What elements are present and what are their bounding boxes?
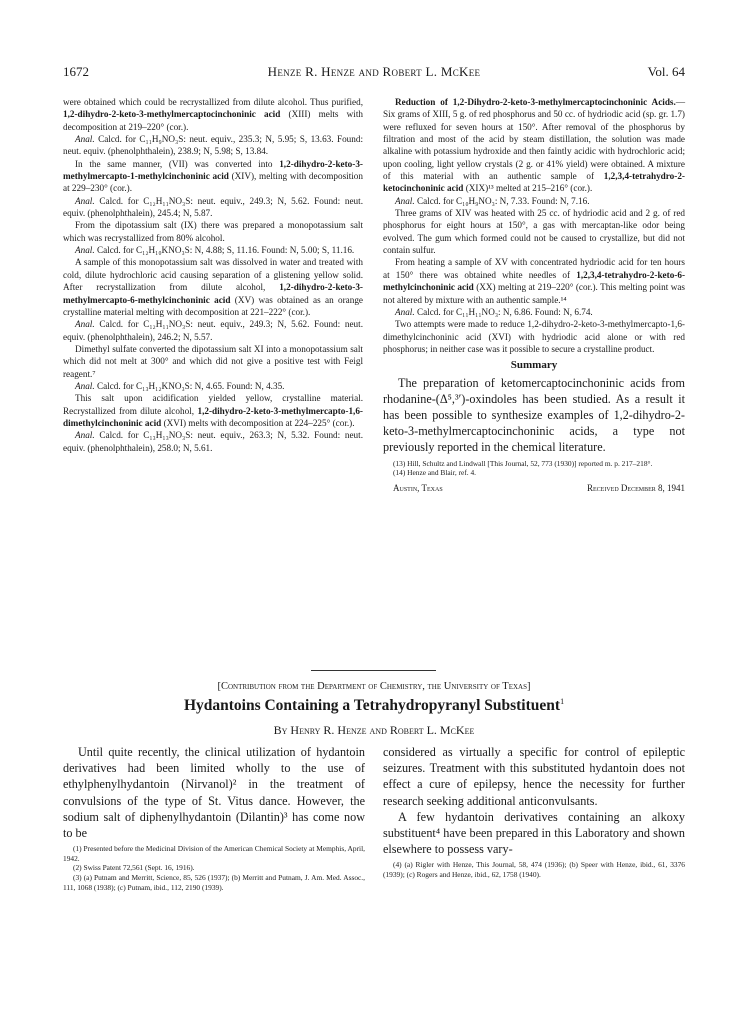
article-authors: By Henry R. Henze and Robert L. McKee — [273, 723, 475, 737]
contribution-line: [Contribution from the Department of Chemistry, the University of Texas] — [217, 681, 531, 692]
analysis-line: Anal. Calcd. for C₁₂H₁₁NO₃S: neut. equiv., 249.3; N, 5.62. Found: neut. equiv. (phenolphthalein), 246.2; N, 5.57. — [63, 319, 364, 342]
footnote: (2) Swiss Patent 72,561 (Sept. 16, 1916). — [73, 863, 195, 873]
title-footnote-mark: 1 — [560, 696, 565, 706]
footnotes — [383, 860, 685, 879]
paragraph: Dimethyl sulfate converted the dipotassium salt XI into a monopotassium salt which did not melt at 300° and which did not give a positive test with Feigl reagent.⁷ — [63, 343, 363, 379]
left-column — [63, 96, 363, 454]
paragraph: were obtained which could be recrystallized from dilute alcohol. Thus purified, 1,2-dihydro-2-keto-3-methylmercaptocinchoninic acid (XIII) melts with decomposition at 219–220° (cor.). — [63, 97, 363, 132]
footnote: (1) Presented before the Medicinal Division of the American Chemical Society at Memphis, April, 1942. — [63, 844, 365, 863]
analysis-line: Anal. Calcd. for C₁₀H₉NO₃: N, 7.33. Found: N, 7.16. — [395, 195, 590, 206]
paragraph: Until quite recently, the clinical utilization of hydantoin derivatives had been limited wholly to the use of ethylphenylhydantoin (Nirvanol)² in the treatment of convulsions of the type of St. Vitus dance. However, the sodium salt of diphenylhydantoin (Dilantin)³ has come now to be — [63, 745, 365, 841]
analysis-line: Anal. Calcd. for C₁₃H₁₃NO₃S: neut. equiv., 263.3; N, 5.32. Found: neut. equiv. (phenolphthalein), 258.0; N, 5.61. — [63, 430, 364, 453]
analysis-line: Anal. Calcd. for C₁₃H₁₂KNO₃S: N, 4.65. Found: N, 4.35. — [75, 380, 285, 391]
signoff — [383, 482, 685, 494]
paragraph: This salt upon acidification yielded yellow, crystalline material. Recrystallized from dilute alcohol, 1,2-dihydro-2-keto-3-methylmercapto-1,6-dimethylcinchoninic acid (XVI) melts with decomposition at 224–225° (cor.). — [63, 393, 363, 428]
right-column — [383, 96, 685, 494]
running-head — [63, 63, 685, 81]
article-title: Hydantoins Containing a Tetrahydropyranyl Substituent$^1$ — [183, 696, 565, 714]
paragraph: In the same manner, (VII) was converted into 1,2-dihydro-2-keto-3-methylmercapto-1-methylcinchoninic acid (XIV), melting with decomposition at 229–230° (cor.). — [63, 158, 363, 194]
footnote: (13) Hill, Schultz and Lindwall [This Journal, 52, 773 (1930)] reported m. p. 217–218°. — [393, 458, 653, 468]
analysis-line: Anal. Calcd. for C₁₂H₁₀KNO₃S: N, 4.88; S, 11.16. Found: N, 5.00; S, 11.16. — [75, 245, 355, 256]
paragraph: Two attempts were made to reduce 1,2-dihydro-2-keto-3-methylmercapto-1,6-dimethylcinchoninic acid (XVI) with hydriodic acid alone or with red phosphorus; in neither case was it possible to secure a crystalline product. — [383, 319, 685, 354]
signoff-city: Austin, Texas — [393, 482, 443, 493]
footnote: (4) (a) Rigler with Henze, This Journal, 58, 474 (1936); (b) Speer with Henze, ibid., 61, 3376 (1939); (c) Rogers and Henze, ibid., 62, 1758 (1940). — [383, 860, 685, 880]
footnote: (14) Henze and Blair, ref. 4. — [393, 468, 477, 478]
running-title: Henze R. Henze and Robert L. McKee — [267, 64, 481, 79]
paragraph: A few hydantoin derivatives containing an alkoxy substituent⁴ have been prepared in this Laboratory and shown elsewhere to possess vary- — [383, 809, 685, 857]
paragraph: considered as virtually a specific for control of epileptic seizures. Treatment with this substituted hydantoin does not effect a cure of epilepsy, hence the necessity for further research seeking additional anticonvulsants. — [383, 745, 685, 808]
analysis-line: Anal. Calcd. for C₁₁H₁₁NO₃: N, 6.86. Found: N, 6.74. — [395, 306, 593, 317]
paragraph: Three grams of XIV was heated with 25 cc. of hydriodic acid and 2 g. of red phosphorus for eight hours at 150°, a gas with mercaptan-like odor being evolved. The gum which formed could not be caused to crystallize, but did not contain sulfur. — [383, 208, 685, 256]
summary-text: The preparation of ketomercaptocinchoninic acids from rhodanine-(Δ⁵,³′)-oxindoles has been studied. As a result it has been possible to synthesize examples of 1,2-dihydro-2-keto-3-methylmercaptocinchoninic acids, a type not previously reported in the chemical literature. — [383, 375, 685, 455]
received-date: Received December 8, 1941 — [587, 482, 685, 493]
section-divider — [311, 670, 436, 671]
analysis-line: Anal. Calcd. for C₁₁H₉NO₃S: neut. equiv., 235.3; N, 5.95; S, 13.63. Found: neut. equiv. (phenolphthalein), 238.9; N, 5.98; S, 13.84. — [63, 134, 364, 157]
paragraph: Reduction of 1,2-Dihydro-2-keto-3-methylmercaptocinchoninic Acids.—Six grams of XIII, 5 g. of red phosphorus and 50 cc. of hydriodic acid (sp. gr. 1.7) were refluxed for seven hours at 150°. After removal of the phosphorus by filtration and most of the acid by steam distillation, the solution was made alkaline with potassium hydroxide and then faintly acidic with hydrochloric acid; upon cooling, light yellow crystals (2 g. or 41% yield) were obtained. A mixture of this material with an authentic sample of 1,2,3,4-tetrahydro-2-ketocinchoninic acid (XIX)¹³ melted at 215–216° (cor.). — [383, 97, 685, 194]
footnotes — [383, 459, 685, 478]
volume-label: Vol. 64 — [647, 64, 685, 79]
footnotes — [63, 844, 365, 892]
article-left-column — [63, 744, 365, 892]
footnote: (3) (a) Putnam and Merritt, Science, 85, 526 (1937); (b) Merritt and Putnam, J. Am. Med. Assoc., 111, 1068 (1938); (c) Putnam, ibid., 112, 2190 (1939). — [63, 873, 365, 892]
page-number: 1672 — [63, 64, 89, 79]
article-right-column — [383, 744, 685, 880]
summary-heading: Summary — [510, 359, 558, 372]
paragraph: From the dipotassium salt (IX) there was prepared a monopotassium salt which was recrystallized from 80% alcohol. — [63, 220, 363, 243]
paragraph: From heating a sample of XV with concentrated hydriodic acid for ten hours at 150° there was obtained white needles of 1,2,3,4-tetrahydro-2-keto-6-methylcinchoninic acid (XX) melting at 219–220° (cor.). This melting point was not altered by mixture with an authentic sample.¹⁴ — [383, 257, 685, 305]
paragraph: A sample of this monopotassium salt was dissolved in water and treated with cold, dilute hydrochloric acid causing separation of a glistening yellow solid. After recrystallization from dilute alcohol, 1,2-dihydro-2-keto-3-methylmercapto-6-methylcinchoninic acid (XV) was obtained as an orange crystalline material melting with decomposition at 221–222° (cor.). — [63, 257, 363, 317]
analysis-line: Anal. Calcd. for C₁₂H₁₁NO₃S: neut. equiv., 249.3; N, 5.62. Found: neut. equiv. (phenolphthalein), 245.4; N, 5.87. — [63, 195, 364, 219]
